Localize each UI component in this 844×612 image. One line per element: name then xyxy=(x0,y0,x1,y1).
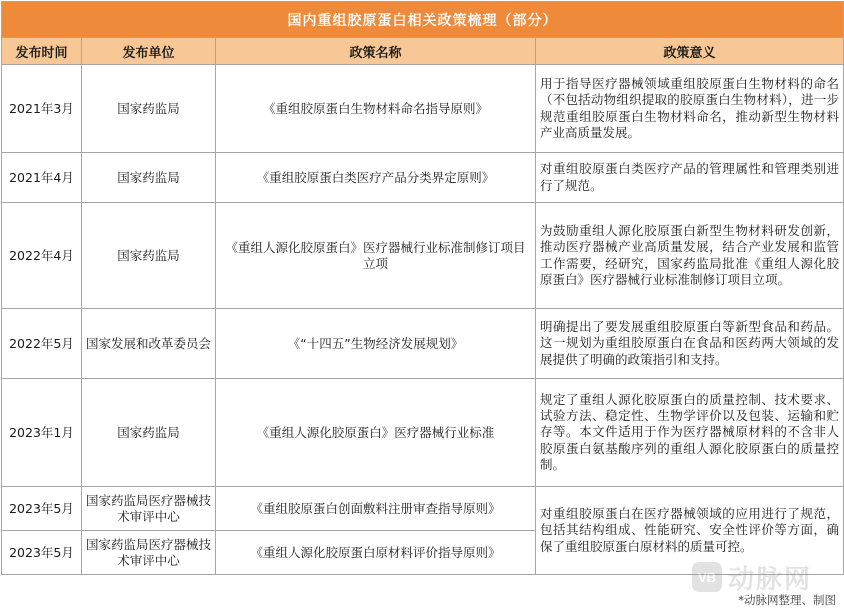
row-org: 国家药监局 xyxy=(82,203,216,309)
row-meaning: 用于指导医疗器械领域重组胶原蛋白生物材料的命名（不包括动物组织提取的胶原蛋白生物材料），进一步规范重组胶原蛋白生物材料命名，推动新型生物材料产业高质量发展。 xyxy=(536,65,844,153)
header-policy: 政策名称 xyxy=(216,38,536,65)
row-date: 2021年3月 xyxy=(2,65,82,153)
row-meaning: 对重组胶原蛋白类医疗产品的管理属性和管理类别进行了规范。 xyxy=(536,153,844,203)
header-meaning: 政策意义 xyxy=(536,38,844,65)
row-date: 2021年4月 xyxy=(2,153,82,203)
header-org: 发布单位 xyxy=(82,38,216,65)
table-title-row xyxy=(2,2,844,38)
table-row xyxy=(2,379,844,487)
table-row xyxy=(2,309,844,379)
policy-table xyxy=(1,1,844,575)
header-date: 发布时间 xyxy=(2,38,82,65)
row-meaning: 规定了重组人源化胶原蛋白的质量控制、技术要求、试验方法、稳定性、生物学评价以及包装、运输和贮存等。本文件适用于作为医疗器械原材料的不含非人胶原蛋白氨基酸序列的重组人源化胶原蛋白的质量控制。 xyxy=(536,379,844,487)
row-org: 国家药监局医疗器械技术审评中心 xyxy=(82,531,216,575)
row-policy: 《重组人源化胶原蛋白》医疗器械行业标准制修订项目立项 xyxy=(216,203,536,309)
row-policy: 《重组胶原蛋白类医疗产品分类界定原则》 xyxy=(216,153,536,203)
row-date: 2023年5月 xyxy=(2,531,82,575)
row-policy: 《重组人源化胶原蛋白》医疗器械行业标准 xyxy=(216,379,536,487)
row-policy: 《重组胶原蛋白生物材料命名指导原则》 xyxy=(216,65,536,153)
row-org: 国家药监局 xyxy=(82,379,216,487)
table-header-row xyxy=(2,38,844,65)
row-date: 2022年4月 xyxy=(2,203,82,309)
table-title: 国内重组胶原蛋白相关政策梳理（部分） xyxy=(2,2,844,38)
row-date: 2023年1月 xyxy=(2,379,82,487)
row-date: 2022年5月 xyxy=(2,309,82,379)
row-org: 国家药监局 xyxy=(82,153,216,203)
row-org: 国家药监局医疗器械技术审评中心 xyxy=(82,487,216,531)
row-meaning: 为鼓励重组人源化胶原蛋白新型生物材料研发创新，推动医疗器械产业高质量发展，结合产业发展和监管工作需要，经研究，国家药监局批准《重组人源化胶原蛋白》医疗器械行业标准制修订项目立项。 xyxy=(536,203,844,309)
row-org: 国家药监局 xyxy=(82,65,216,153)
row-policy: 《重组人源化胶原蛋白原材料评价指导原则》 xyxy=(216,531,536,575)
row-date: 2023年5月 xyxy=(2,487,82,531)
row-meaning-merged: 对重组胶原蛋白在医疗器械领域的应用进行了规范，包括其结构组成、性能研究、安全性评价等方面，确保了重组胶原蛋白原材料的质量可控。 xyxy=(536,487,844,575)
table-row xyxy=(2,203,844,309)
row-org: 国家发展和改革委员会 xyxy=(82,309,216,379)
table-row xyxy=(2,153,844,203)
watermark-text: 动脉网 xyxy=(728,564,813,595)
row-policy: 《“十四五”生物经济发展规划》 xyxy=(216,309,536,379)
row-meaning: 明确提出了要发展重组胶原蛋白等新型食品和药品。这一规划为重组胶原蛋白在食品和医药两大领域的发展提供了明确的政策指引和支持。 xyxy=(536,309,844,379)
row-policy: 《重组胶原蛋白创面敷料注册审查指导原则》 xyxy=(216,487,536,531)
source-note: *动脉网整理、制图 xyxy=(738,593,836,607)
policy-table-container xyxy=(1,1,843,575)
watermark xyxy=(692,560,842,594)
table-row xyxy=(2,65,844,153)
table-row xyxy=(2,487,844,531)
watermark-logo-icon: VB xyxy=(692,562,722,592)
